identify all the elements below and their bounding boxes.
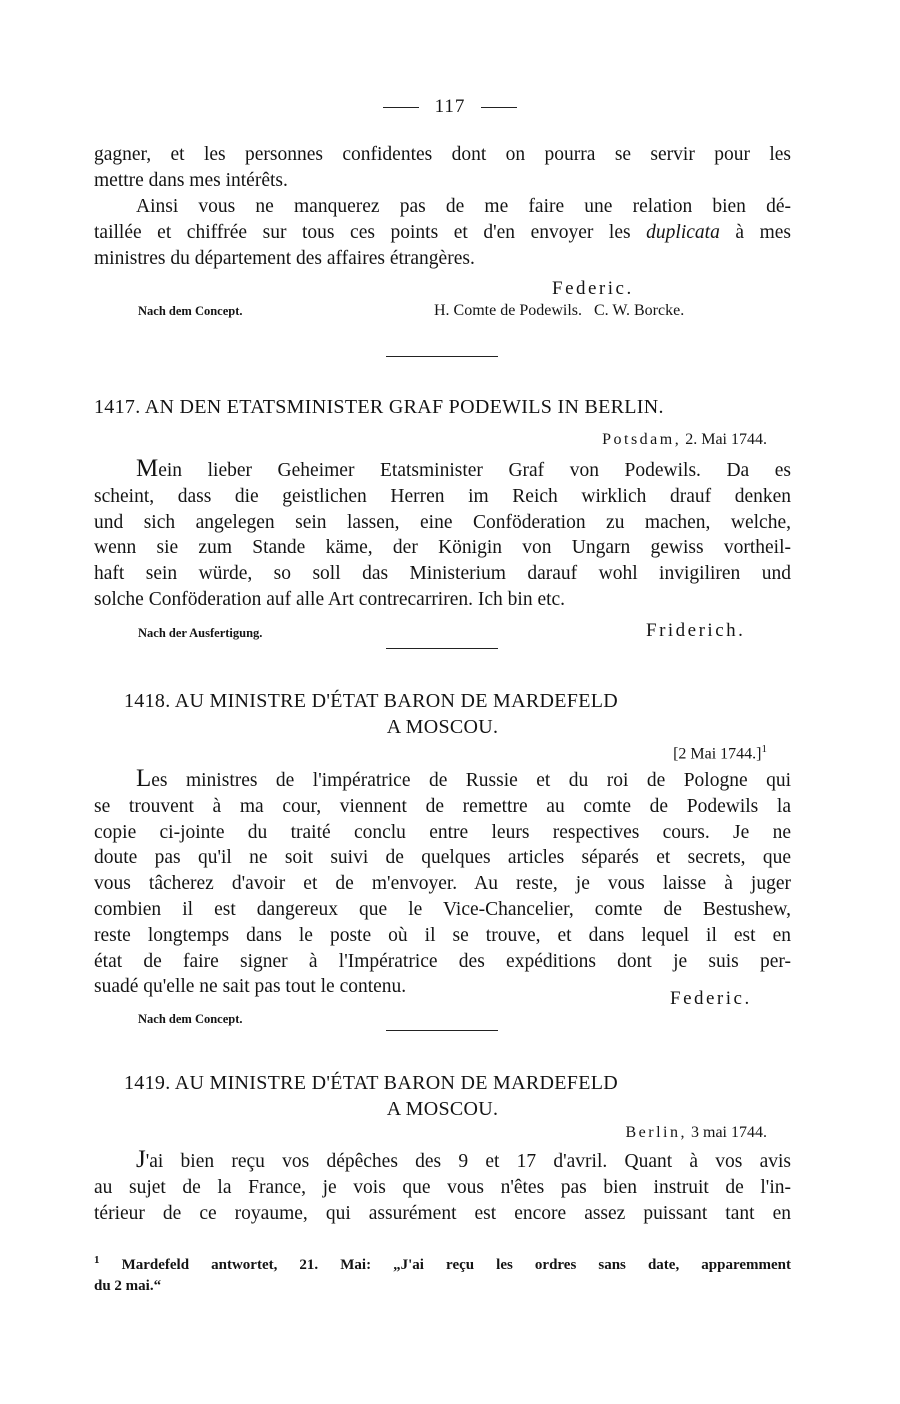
drop-cap: L <box>136 765 152 792</box>
text-line <box>94 766 791 794</box>
place: Potsdam, <box>602 431 682 448</box>
footnote-line <box>94 1250 791 1276</box>
text-span: à mes <box>719 221 791 243</box>
section-heading-1418: 1418. AU MINISTRE D'ÉTAT BARON DE MARDEFELD <box>124 690 618 712</box>
text-span: Mardefeld antwortet, 21. Mai: „J'ai reçu les ordres sans date, apparemment <box>99 1257 791 1273</box>
text-line: gagner, et les personnes confidentes dont on pourra se servir pour les <box>94 144 791 165</box>
signature-federic: Federic. <box>670 988 752 1009</box>
text-span: ein lieber Geheimer Etatsminister Graf von Podewils. Da es <box>158 460 791 481</box>
text-line: Ainsi vous ne manquerez pas de me faire une relation bien dé- <box>136 196 791 217</box>
text-line: au sujet de la France, je vois que vous n'êtes pas bien instruit de l'in- <box>94 1176 791 1198</box>
date: [2 Mai 1744.] <box>673 745 762 763</box>
section-divider <box>386 356 498 357</box>
text-line: haft sein würde, so soll das Ministerium darauf wohl invigiliren und <box>94 563 791 585</box>
date: 3 mai 1744. <box>691 1124 767 1141</box>
text-line: mettre dans mes intérêts. <box>94 169 288 191</box>
text-line: suadé qu'elle ne sait pas tout le contenu. <box>94 976 407 998</box>
text-line: état de faire signer à l'Impératrice des expéditions dont je suis per- <box>94 950 791 972</box>
text-line: vous tâcherez d'avoir et de m'envoyer. Au reste, je vous laisse à juger <box>94 873 791 895</box>
section-heading-1418-dest: A MOSCOU. <box>386 716 499 738</box>
text-line: solche Conföderation auf alle Art contrecarriren. Ich bin etc. <box>94 588 566 610</box>
letter-body-1418 <box>94 766 791 1000</box>
letter-body-1419 <box>94 1147 791 1226</box>
page-number-dash-left <box>383 107 419 108</box>
text-line: se trouvent à ma cour, viennent de remettre au comte de Podewils la <box>94 795 791 817</box>
letter-body-1417 <box>94 456 791 613</box>
footnote-line: du 2 mai.“ <box>94 1278 162 1294</box>
text-line <box>94 1147 791 1175</box>
footnote-marker: 1 <box>761 743 767 755</box>
signature-federic: Federic. <box>552 278 634 299</box>
date-1418 <box>673 743 767 763</box>
place-date-1417 <box>602 431 767 449</box>
page-number <box>0 96 900 118</box>
footnote <box>94 1250 791 1297</box>
continuation-paragraph <box>94 142 791 194</box>
text-line <box>94 456 791 484</box>
drop-cap: M <box>136 455 159 482</box>
countersignature: H. Comte de Podewils. C. W. Borcke. <box>434 302 685 319</box>
text-line: combien il est dangereux que le Vice-Chancelier, comte de Bestushew, <box>94 898 791 920</box>
text-line: und sich angelegen sein lassen, eine Conföderation zu machen, welche, <box>94 511 791 533</box>
drop-cap: J <box>136 1146 146 1173</box>
section-heading-1417: 1417. AN DEN ETATSMINISTER GRAF PODEWILS IN BERLIN. <box>94 396 664 418</box>
place-date-1419 <box>626 1124 768 1142</box>
section-heading-1419-dest: A MOSCOU. <box>386 1098 499 1120</box>
text-span: es ministres de l'impératrice de Russie et du roi de Pologne qui <box>151 770 791 791</box>
section-divider <box>386 648 498 649</box>
instruction-paragraph <box>94 194 791 271</box>
text-line: scheint, dass die geistlichen Herren im Reich wirklich drauf denken <box>94 485 791 507</box>
source-note: Nach der Ausfertigung. <box>138 626 263 640</box>
source-note: Nach dem Concept. <box>138 1012 243 1026</box>
text-span: taillée et chiffrée sur tous ces points et d'en envoyer les <box>94 221 647 243</box>
text-line: doute pas qu'il ne soit suivi de quelques articles séparés et secrets, que <box>94 847 791 869</box>
footnote-marker: 1 <box>94 1254 100 1266</box>
signature-friderich: Friderich. <box>646 620 746 641</box>
text-line: reste longtemps dans le poste où il se trouve, et dans lequel il est en <box>94 924 791 946</box>
text-line: térieur de ce royaume, qui assurément est encore assez puissant tant en <box>94 1202 791 1224</box>
source-note: Nach dem Concept. <box>138 304 243 318</box>
text-line: ministres du département des affaires étrangères. <box>94 247 475 269</box>
text-line: wenn sie zum Stande käme, der Königin von Ungarn gewiss vortheil- <box>94 537 791 559</box>
italic-term: duplicata <box>646 221 720 243</box>
section-divider <box>386 1030 498 1031</box>
page-number-text: 117 <box>434 96 466 117</box>
text-line: copie ci-jointe du traité conclu entre leurs respectives cours. Je ne <box>94 821 791 843</box>
date: 2. Mai 1744. <box>685 431 767 448</box>
page-number-dash-right <box>481 107 517 108</box>
section-heading-1419: 1419. AU MINISTRE D'ÉTAT BARON DE MARDEFELD <box>124 1072 618 1094</box>
place: Berlin, <box>625 1124 687 1141</box>
text-line <box>94 220 791 246</box>
text-span: 'ai bien reçu vos dépêches des 9 et 17 d'avril. Quant à vos avis <box>145 1151 791 1172</box>
